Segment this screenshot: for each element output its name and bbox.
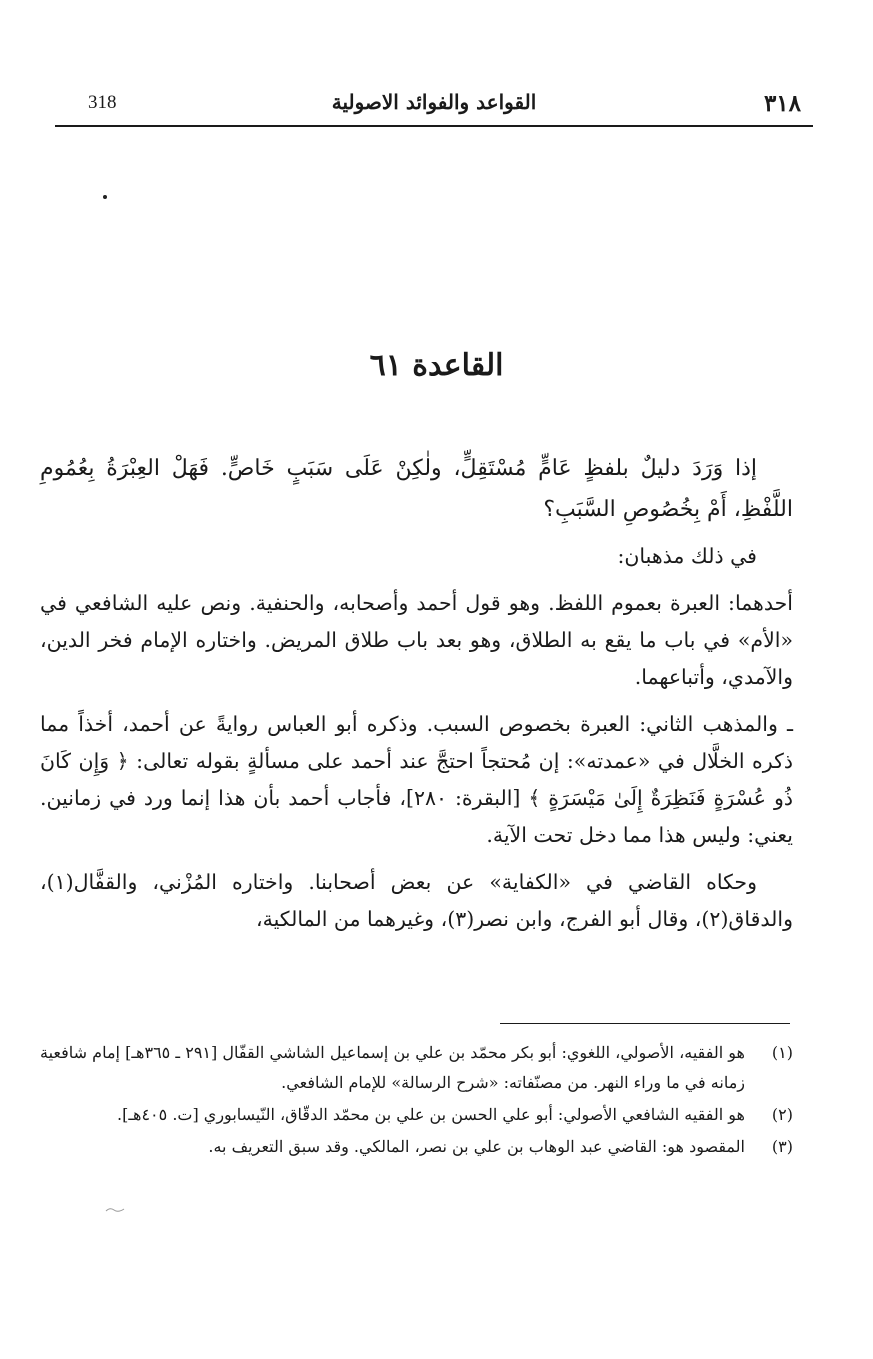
footnote-text: هو الفقيه، الأصولي، اللغوي: أبو بكر محمّد بن علي بن إسماعيل الشاشي القفّال [٢٩١ ـ ٣٦٥هـ] إمام شافعية زمانه في ما وراء النهر. من مصنّفاته: «شرح الرسالة» للإمام الشافعي. [40,1043,745,1092]
footnote [40,1132,793,1162]
footnote-separator [500,1023,790,1024]
footnotes [40,1038,793,1164]
footnote-number: (١) [771,1043,793,1062]
paragraph-second-view: ـ والمذهب الثاني: العبرة بخصوص السبب. وذكره أبو العباس روايةً عن أحمد، أخذاً مما ذكره الخلَّال في «عمدته»: إن مُحتجاً احتجَّ عند أحمد على مسألةٍ بقوله تعالى: ﴿ وَإِن كَانَ ذُو عُسْرَةٍ فَنَظِرَةٌ إِلَىٰ مَيْسَرَةٍ ﴾ [البقرة: ٢٨٠]، فأجاب أحمد بأن هذا إنما ورد في زمانين. يعني: وليس هذا مما دخل تحت الآية. [40,712,793,847]
main-text [40,448,793,948]
paragraph-intro: في ذلك مذهبان: [617,544,757,568]
footnote-number: (٢) [771,1105,793,1124]
footnote-text: هو الفقيه الشافعي الأصولي: أبو علي الحسن بن علي بن محمّد الدقّاق، النّيسابوري [ت. ٤٠٥هـ]. [117,1105,745,1124]
paragraph-first-view: أحدهما: العبرة بعموم اللفظ. وهو قول أحمد وأصحابه، والحنفية. ونص عليه الشافعي في «الأم» في باب ما يقع به الطلاق، وهو بعد باب طلاق المريض. واختاره الإمام فخر الدين، والآمدي، وأتباعهما. [40,591,793,689]
rule-title: القاعدة ٦١ [369,348,504,383]
footnote [40,1100,793,1130]
paragraph-attributions: وحكاه القاضي في «الكفاية» عن بعض أصحابنا. واختاره المُزْني، والقفَّال(١)، والدقاق(٢)، وقال أبو الفرج، وابن نصر(٣)، وغيرهما من المالكية، [40,870,793,931]
page-header [55,80,813,124]
footnote-text: المقصود هو: القاضي عبد الوهاب بن علي بن نصر، المالكي. وقد سبق التعريف به. [208,1137,745,1156]
page-number-latin: 318 [88,92,117,113]
running-title: القواعد والفوائد الاصولية [331,90,537,114]
header-rule [55,125,813,127]
stray-ink-dot [103,195,107,199]
ink-smudge [104,1205,126,1215]
footnote-number: (٣) [771,1137,793,1156]
rule-question: إذا وَرَدَ دليلٌ بلفظٍ عَامٍّ مُسْتَقِلٍّ، ولٰكِنْ عَلَى سَبَبٍ خَاصٍّ. فَهَلْ العِبْرَةُ بِعُمُومِ اللَّفْظِ، أَمْ بِخُصُوصِ السَّبَبِ؟ [40,456,793,522]
footnote [40,1038,793,1098]
page-number-arabic: ٣١٨ [763,90,801,117]
